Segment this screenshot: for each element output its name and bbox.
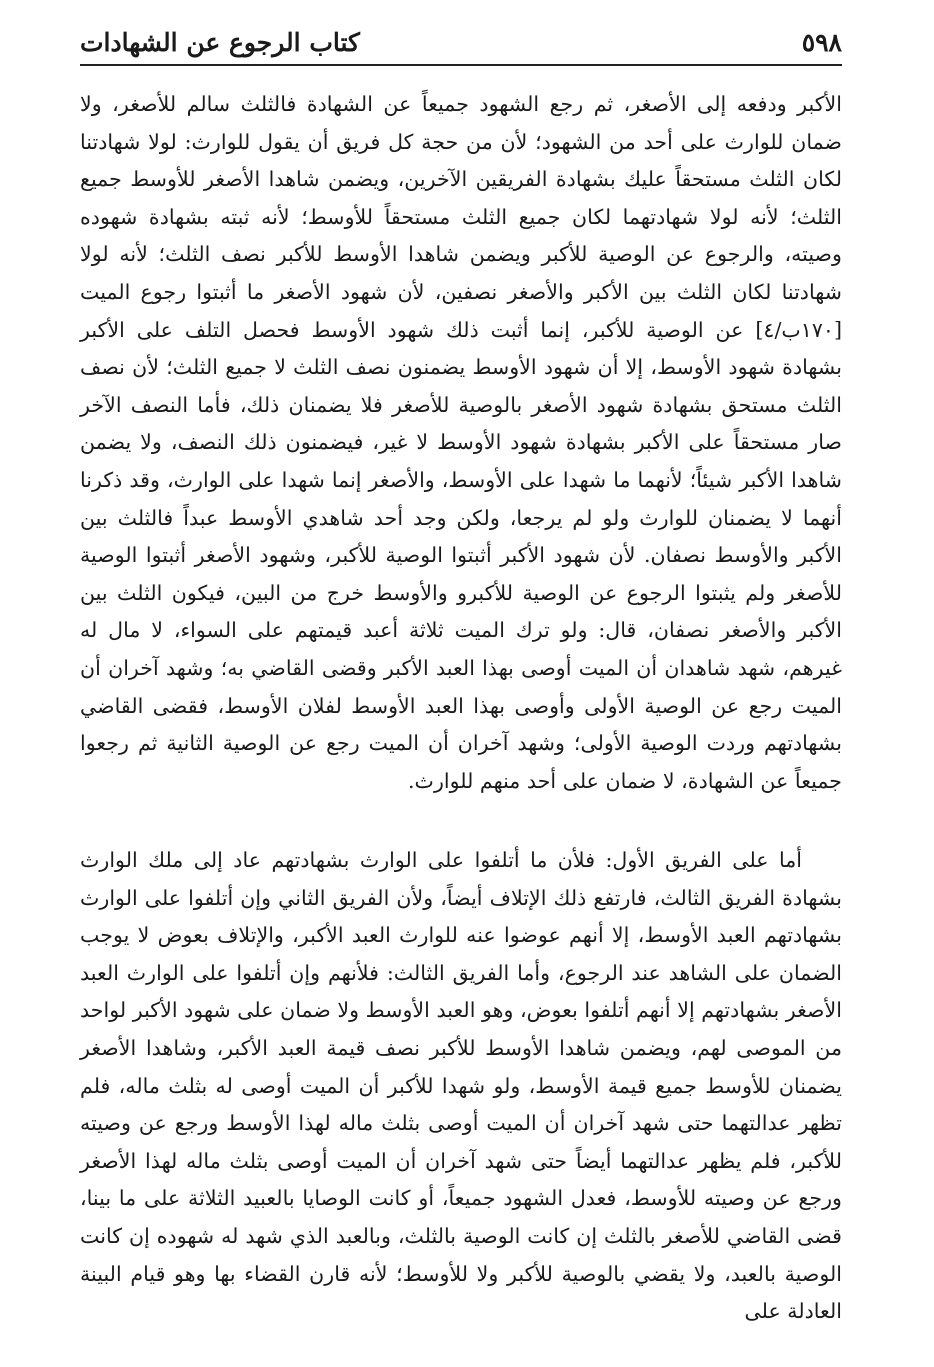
page-number: ٥٩٨ — [801, 28, 842, 57]
paragraph-1: الأكبر ودفعه إلى الأصغر، ثم رجع الشهود جميعاً عن الشهادة فالثلث سالم للأصغر، ولا ضمان للوارث على أحد من الشهود؛ لأن من حجة كل فريق أن يقول للوارث: لولا شهادتنا لكان الثلث مستحقاً عليك بشهادة الفريقين الآخرين، ويضمن شاهدا الأصغر للأوسط جميع الثلث؛ لأنه لولا شهادتهما لكان جميع الثلث مستحقاً للأوسط؛ لأنه ثبته بشهادة شهوده وصيته، والرجوع عن الوصية للأكبر ويضمن شاهدا الأوسط للأكبر نصف الثلث؛ لأنه لولا شهادتنا لكان الثلث بين الأكبر والأصغر نصفين، لأن شهود الأصغر ما أثبتوا رجوع الميت [١٧٠ب/٤] عن الوصية للأكبر، إنما أثبت ذلك شهود الأوسط فحصل التلف على الأكبر بشهادة شهود الأوسط، إلا أن شهود الأوسط يضمنون نصف الثلث لا جميع الثلث؛ لأن نصف الثلث مستحق بشهادة شهود الأصغر بالوصية للأصغر فلا يضمنان ذلك، فأما النصف الآخر صار مستحقاً على الأكبر بشهادة شهود الأوسط لا غير، فيضمنون ذلك النصف، ولا يضمن شاهدا الأكبر شيئاً؛ لأنهما ما شهدا على الأوسط، والأصغر إنما شهدا على الوارث، وقد ذكرنا أنهما لا يضمنان للوارث ولو لم يرجعا، ولكن وجد أحد شاهدي الأوسط عبداً فالثلث بين الأكبر والأوسط نصفان. لأن شهود الأكبر أثبتوا الوصية للأكبر، وشهود الأصغر أثبتوا الوصية للأصغر ولم يثبتوا الرجوع عن الوصية للأكبرو والأوسط خرج من البين، فيكون الثلث بين الأكبر والأصغر نصفان، قال: ولو ترك الميت ثلاثة أعبد قيمتهم على السواء، لا مال له غيرهم، شهد شاهدان أن الميت أوصى بهذا العبد الأكبر وقضى القاضي به؛ وشهد آخران أن الميت رجع عن الوصية الأولى وأوصى بهذا العبد الأوسط لفلان الأوسط، فقضى القاضي بشهادتهم وردت الوصية الأولى؛ وشهد آخران أن الميت رجع عن الوصية الثانية ثم رجعوا جميعاً عن الشهادة، لا ضمان على أحد منهم للوارث. — [80, 92, 842, 793]
running-title: كتاب الرجوع عن الشهادات — [80, 28, 360, 57]
paragraph-2: أما على الفريق الأول: فلأن ما أتلفوا على الوارث بشهادتهم عاد إلى ملك الوارث بشهادة الفريق الثالث، فارتفع ذلك الإتلاف أيضاً، ولأن الفريق الثاني وإن أتلفوا على الوارث بشهادتهم العبد الأوسط، إلا أنهم عوضوا عنه للوارث العبد الأكبر، والإتلاف بعوض لا يوجب الضمان على الشاهد عند الرجوع، وأما الفريق الثالث: فلأنهم وإن أتلفوا على الوارث العبد الأصغر بشهادتهم إلا أنهم أتلفوا بعوض، وهو العبد الأوسط ولا ضمان على شهود الأكبر لواحد من الموصى لهم، ويضمن شاهدا الأوسط للأكبر نصف قيمة العبد الأكبر، وشاهدا الأصغر يضمنان للأوسط جميع قيمة الأوسط، ولو شهدا للأكبر أن الميت أوصى له بثلث ماله، فلم تظهر عدالتهما حتى شهد آخران أن الميت أوصى بثلث ماله لهذا الأوسط ورجع عن وصيته للأكبر، فلم يظهر عدالتهما أيضاً حتى شهد آخران أن الميت أوصى بثلث ماله لهذا الأصغر ورجع عن وصيته للأوسط، فعدل الشهود جميعاً، أو كانت الوصايا بالعبيد الثلاثة على ما بينا، قضى القاضي للأصغر بالثلث إن كانت الوصية بالثلث، وبالعبد الذي شهد له شهوده إن كانت الوصية بالعبد، ولا يقضي بالوصية للأكبر ولا للأوسط؛ لأنه قارن القضاء بها وهو قيام البينة العادلة على — [80, 848, 842, 1324]
page-header — [80, 22, 842, 66]
